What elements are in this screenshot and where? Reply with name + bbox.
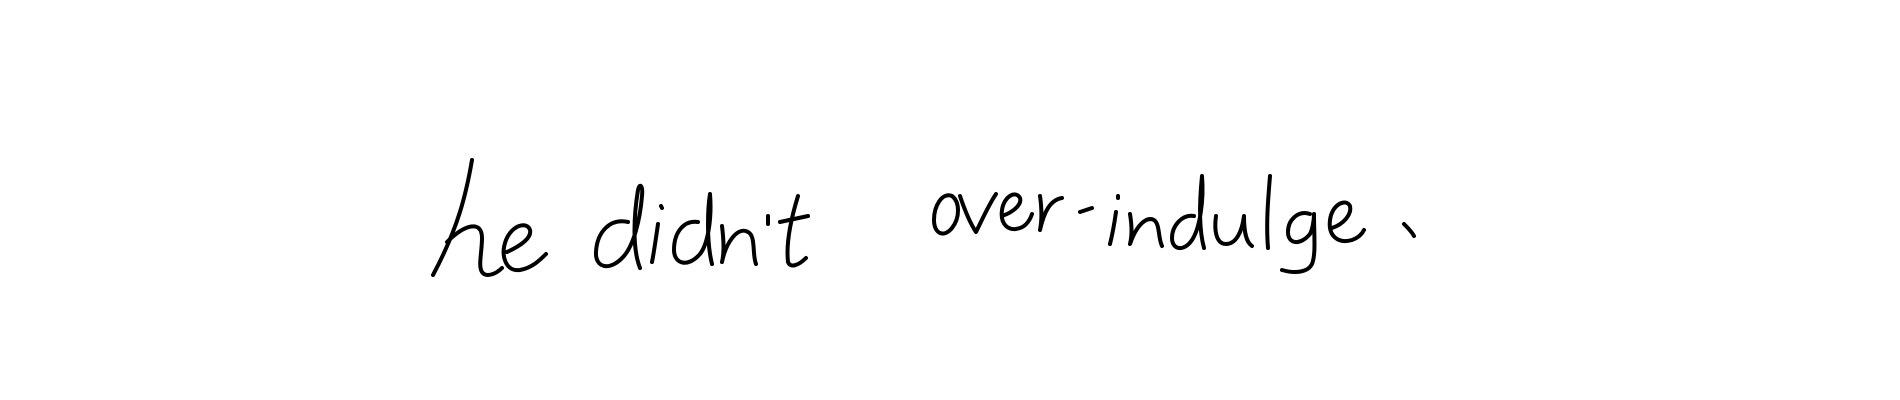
word-over-indulge xyxy=(934,176,1414,272)
word-didnt xyxy=(596,186,808,268)
word-he xyxy=(433,160,546,275)
